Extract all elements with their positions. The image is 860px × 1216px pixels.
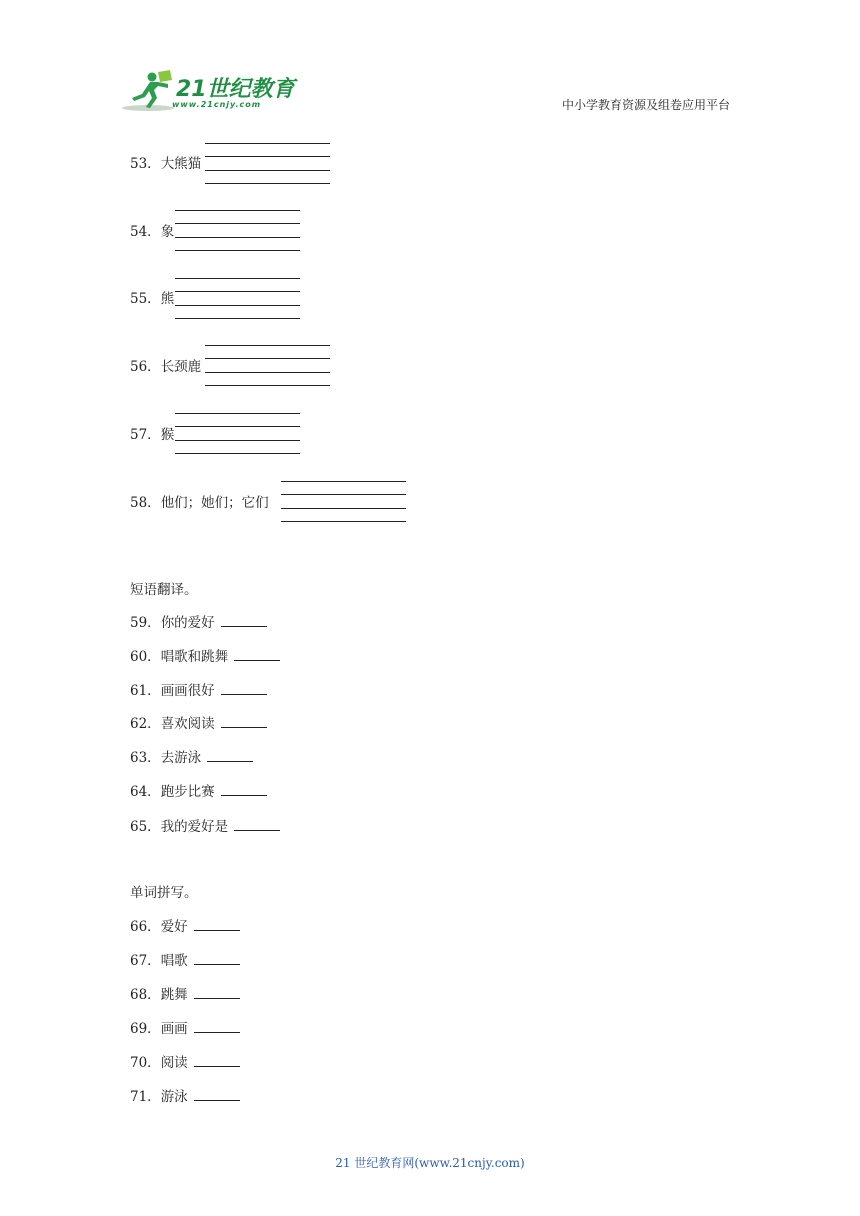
answer-blank[interactable] bbox=[221, 784, 267, 796]
page-header bbox=[0, 0, 860, 130]
runner-icon bbox=[122, 70, 178, 114]
question-label: 长颈鹿 bbox=[160, 359, 202, 375]
question-53 bbox=[130, 155, 201, 173]
question-70 bbox=[130, 1051, 240, 1071]
question-number: 71． bbox=[130, 1089, 161, 1105]
question-number: 61． bbox=[130, 683, 161, 699]
question-label: 爱好 bbox=[160, 919, 188, 935]
question-label: 画画很好 bbox=[160, 683, 215, 699]
question-label: 我的爱好是 bbox=[160, 819, 229, 835]
question-65 bbox=[130, 815, 280, 835]
question-label: 跳舞 bbox=[160, 987, 188, 1003]
question-number: 64． bbox=[130, 784, 161, 800]
question-71 bbox=[130, 1085, 240, 1105]
question-number: 53． bbox=[130, 156, 161, 172]
question-label: 去游泳 bbox=[160, 750, 202, 766]
question-label: 画画 bbox=[160, 1021, 188, 1037]
page-footer: 21 世纪教育网(www.21cnjy.com) bbox=[335, 1156, 525, 1170]
question-number: 66． bbox=[130, 919, 161, 935]
question-66 bbox=[130, 915, 240, 935]
answer-blank[interactable] bbox=[194, 1089, 240, 1101]
question-54 bbox=[130, 223, 174, 241]
question-67 bbox=[130, 949, 240, 969]
question-label: 象 bbox=[160, 224, 175, 240]
question-number: 69． bbox=[130, 1021, 161, 1037]
question-label: 游泳 bbox=[160, 1089, 188, 1105]
question-62 bbox=[130, 712, 267, 732]
question-61 bbox=[130, 679, 267, 699]
question-number: 63． bbox=[130, 750, 161, 766]
question-number: 56． bbox=[130, 359, 161, 375]
question-number: 62． bbox=[130, 716, 161, 732]
question-label: 阅读 bbox=[160, 1055, 188, 1071]
question-number: 68． bbox=[130, 987, 161, 1003]
logo-text: 21世纪教育 bbox=[176, 77, 295, 102]
question-55 bbox=[130, 290, 174, 308]
question-58 bbox=[130, 494, 269, 512]
question-number: 57． bbox=[130, 427, 161, 443]
answer-blank[interactable] bbox=[194, 1021, 240, 1033]
question-59 bbox=[130, 611, 267, 631]
answer-blank[interactable] bbox=[194, 919, 240, 931]
question-56 bbox=[130, 358, 201, 376]
question-label: 喜欢阅读 bbox=[160, 716, 215, 732]
question-60 bbox=[130, 645, 280, 665]
section-title-phrase: 短语翻译。 bbox=[130, 582, 198, 598]
answer-blank[interactable] bbox=[194, 1055, 240, 1067]
question-68 bbox=[130, 983, 240, 1003]
question-number: 67． bbox=[130, 953, 161, 969]
question-number: 54． bbox=[130, 224, 161, 240]
answer-blank[interactable] bbox=[221, 716, 267, 728]
question-label: 跑步比赛 bbox=[160, 784, 215, 800]
question-label: 猴 bbox=[160, 427, 175, 443]
answer-blank[interactable] bbox=[194, 953, 240, 965]
answer-blank[interactable] bbox=[234, 649, 280, 661]
header-tagline: 中小学教育资源及组卷应用平台 bbox=[561, 98, 730, 112]
question-label: 他们；她们；它们 bbox=[160, 495, 269, 511]
question-number: 60． bbox=[130, 649, 161, 665]
question-number: 65． bbox=[130, 819, 161, 835]
question-number: 55． bbox=[130, 291, 161, 307]
answer-blank[interactable] bbox=[194, 987, 240, 999]
logo-url: www.21cnjy.com bbox=[172, 100, 262, 109]
question-label: 你的爱好 bbox=[160, 615, 215, 631]
question-69 bbox=[130, 1017, 240, 1037]
answer-blank[interactable] bbox=[234, 819, 280, 831]
answer-blank[interactable] bbox=[221, 683, 267, 695]
answer-blank[interactable] bbox=[221, 615, 267, 627]
site-logo bbox=[122, 70, 295, 116]
question-label: 熊 bbox=[160, 291, 175, 307]
question-number: 58． bbox=[130, 495, 161, 511]
question-label: 大熊猫 bbox=[160, 156, 202, 172]
question-57 bbox=[130, 426, 174, 444]
question-label: 唱歌 bbox=[160, 953, 188, 969]
question-63 bbox=[130, 746, 253, 766]
question-64 bbox=[130, 780, 267, 800]
question-number: 59． bbox=[130, 615, 161, 631]
answer-blank[interactable] bbox=[207, 750, 253, 762]
question-number: 70． bbox=[130, 1055, 161, 1071]
section-title-spelling: 单词拼写。 bbox=[130, 885, 198, 901]
question-label: 唱歌和跳舞 bbox=[160, 649, 229, 665]
